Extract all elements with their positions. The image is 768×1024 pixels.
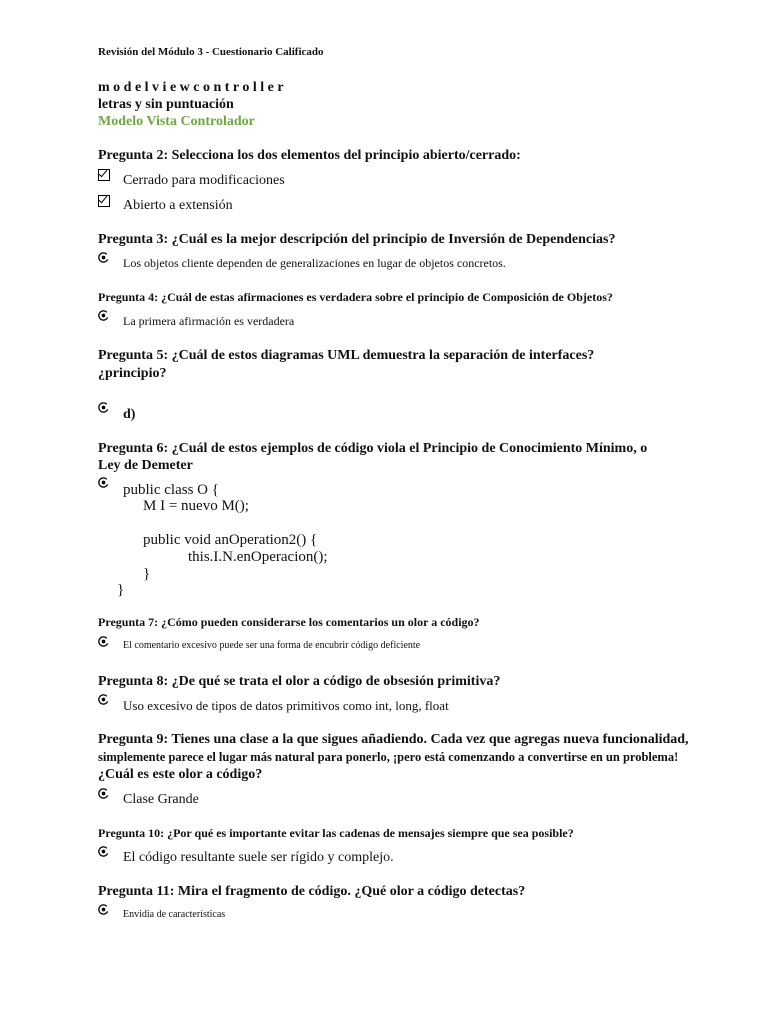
radio-selected-icon[interactable] <box>98 310 109 321</box>
radio-selected-icon[interactable] <box>98 846 109 857</box>
question-5-line-1: Pregunta 5: ¿Cuál de estos diagramas UML demuestra la separación de interfaces? <box>98 348 595 363</box>
code-line: } <box>143 566 151 582</box>
q9-answer: Clase Grande <box>123 792 199 807</box>
q8-answer: Uso excesivo de tipos de datos primitivos como int, long, float <box>123 698 449 713</box>
code-line: this.I.N.enOperacion(); <box>188 549 328 565</box>
radio-selected-icon[interactable] <box>98 788 109 799</box>
code-line: public class O { <box>123 482 219 498</box>
code-line: M I = nuevo M(); <box>143 498 249 514</box>
checkbox-checked-icon[interactable] <box>98 195 110 207</box>
spaced-word: m o d e l v i e w c o n t r o l l e r <box>98 80 284 95</box>
question-4: Pregunta 4: ¿Cuál de estas afirmaciones es verdadera sobre el principio de Composición de Objetos? <box>98 290 613 304</box>
question-9-line-3: ¿Cuál es este olor a código? <box>98 767 263 782</box>
checkbox-checked-icon[interactable] <box>98 169 110 181</box>
question-2: Pregunta 2: Selecciona los dos elementos del principio abierto/cerrado: <box>98 148 521 163</box>
q7-answer: El comentario excesivo puede ser una forma de encubrir código deficiente <box>123 640 421 651</box>
question-10: Pregunta 10: ¿Por qué es importante evitar las cadenas de mensajes siempre que sea posible? <box>98 826 574 840</box>
code-line: } <box>117 582 125 598</box>
question-9-line-2: simplemente parece el lugar más natural para ponerlo, ¡pero está comenzando a convertirse en un problema! <box>98 750 679 764</box>
question-6-line-2: Ley de Demeter <box>98 458 193 473</box>
radio-selected-icon[interactable] <box>98 402 109 413</box>
q10-answer: El código resultante suele ser rígido y complejo. <box>123 850 394 865</box>
code-line: public void anOperation2() { <box>143 532 318 548</box>
page-header: Revisión del Módulo 3 - Cuestionario Calificado <box>98 46 324 58</box>
q5-answer: d) <box>123 407 136 422</box>
question-9-line-1: Pregunta 9: Tienes una clase a la que sigues añadiendo. Cada vez que agregas nueva funcionalidad, <box>98 732 689 747</box>
q11-answer: Envidia de características <box>123 909 226 920</box>
intro-note: letras y sin puntuación <box>98 97 234 112</box>
q4-answer: La primera afirmación es verdadera <box>123 314 295 328</box>
radio-selected-icon[interactable] <box>98 636 109 647</box>
radio-selected-icon[interactable] <box>98 252 109 263</box>
question-3: Pregunta 3: ¿Cuál es la mejor descripción del principio de Inversión de Dependencias? <box>98 232 616 247</box>
question-6-line-1: Pregunta 6: ¿Cuál de estos ejemplos de código viola el Principio de Conocimiento Mínimo, o <box>98 441 648 456</box>
radio-selected-icon[interactable] <box>98 904 109 915</box>
question-11: Pregunta 11: Mira el fragmento de código. ¿Qué olor a código detectas? <box>98 884 526 899</box>
q2-answer-1: Cerrado para modificaciones <box>123 173 285 188</box>
question-5-line-2: ¿principio? <box>98 366 167 381</box>
intro-answer: Modelo Vista Controlador <box>98 114 255 129</box>
question-8: Pregunta 8: ¿De qué se trata el olor a código de obsesión primitiva? <box>98 674 501 689</box>
radio-selected-icon[interactable] <box>98 694 109 705</box>
q2-answer-2: Abierto a extensión <box>123 198 233 213</box>
radio-selected-icon[interactable] <box>98 477 109 488</box>
q3-answer: Los objetos cliente dependen de generalizaciones en lugar de objetos concretos. <box>123 256 506 270</box>
question-7: Pregunta 7: ¿Cómo pueden considerarse los comentarios un olor a código? <box>98 615 480 629</box>
